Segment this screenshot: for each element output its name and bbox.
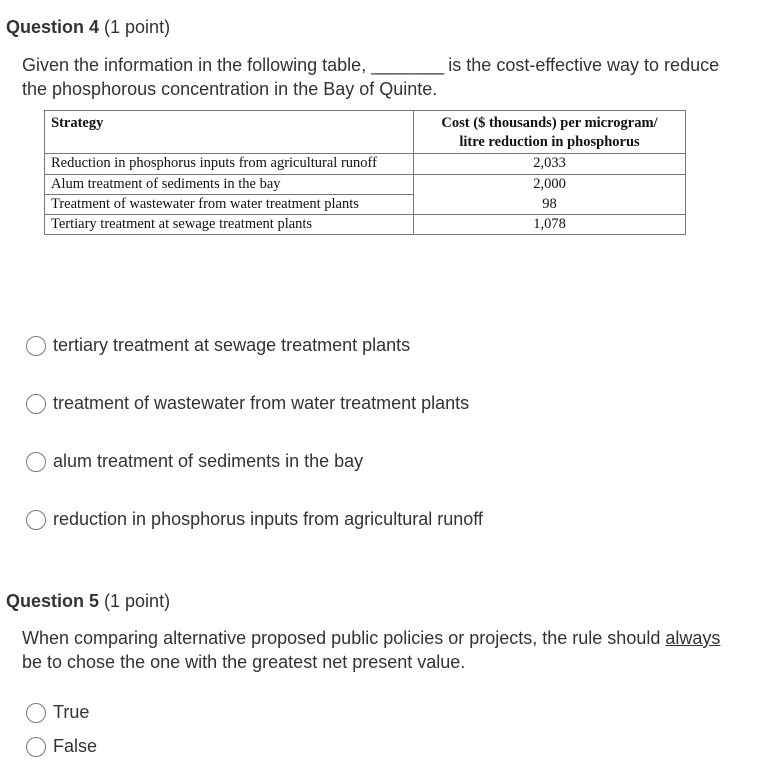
table-row (45, 195, 686, 215)
question-4-prompt (22, 53, 742, 101)
option-label: True (53, 702, 90, 722)
question-4-blank: ________ (371, 55, 444, 75)
question-5-prompt-before: When comparing alternative proposed public policies or projects, the rule should (22, 628, 666, 648)
q4-option-tertiary-treatment[interactable] (26, 335, 410, 356)
question-5-header (6, 591, 170, 612)
strategy-cell: Alum treatment of sediments in the bay (45, 175, 414, 195)
q4-option-agricultural-runoff[interactable] (26, 509, 483, 530)
radio-button[interactable] (26, 703, 46, 723)
cost-header-line-2: litre reduction in phosphorus (459, 134, 640, 150)
question-5-title: Question 5 (6, 591, 100, 611)
table-row (45, 154, 686, 175)
option-label: treatment of wastewater from water treatment plants (53, 393, 470, 413)
question-5-prompt (22, 626, 722, 674)
q4-option-alum-treatment[interactable] (26, 451, 363, 472)
strategy-column-header: Strategy (45, 111, 414, 154)
strategy-cell: Reduction in phosphorus inputs from agricultural runoff (45, 154, 414, 175)
cost-cell: 2,033 (414, 154, 686, 175)
strategy-cell: Treatment of wastewater from water treatment plants (45, 195, 414, 215)
question-4-points: (1 point) (104, 17, 171, 37)
question-4-prompt-after: is the cost-effective way to reduce the phosphorous concentration in the Bay of Quinte. (22, 55, 720, 99)
question-4-title: Question 4 (6, 17, 100, 37)
question-4-header (6, 17, 170, 38)
option-label: reduction in phosphorus inputs from agricultural runoff (53, 509, 483, 529)
table-row (45, 215, 686, 235)
question-5-points: (1 point) (104, 591, 171, 611)
cost-column-header (414, 111, 686, 154)
radio-button[interactable] (26, 336, 46, 356)
radio-button[interactable] (26, 394, 46, 414)
table-header-row (45, 111, 686, 154)
question-4-prompt-before: Given the information in the following table, (22, 55, 372, 75)
q5-option-false[interactable] (26, 736, 97, 757)
strategy-cost-table (44, 110, 686, 235)
option-label: alum treatment of sediments in the bay (53, 451, 364, 471)
cost-cell: 2,000 (414, 175, 686, 195)
radio-button[interactable] (26, 737, 46, 757)
cost-cell: 98 (414, 195, 686, 215)
cost-cell: 1,078 (414, 215, 686, 235)
table-row (45, 175, 686, 195)
cost-header-line-1: Cost ($ thousands) per microgram/ (441, 115, 658, 131)
option-label: False (53, 736, 98, 756)
q4-option-wastewater-treatment[interactable] (26, 393, 469, 414)
radio-button[interactable] (26, 452, 46, 472)
question-5-prompt-after: be to chose the one with the greatest net present value. (22, 652, 466, 672)
radio-button[interactable] (26, 510, 46, 530)
question-5-prompt-underlined: always (665, 628, 721, 648)
option-label: tertiary treatment at sewage treatment plants (53, 335, 411, 355)
q5-option-true[interactable] (26, 702, 89, 723)
strategy-cell: Tertiary treatment at sewage treatment plants (45, 215, 414, 235)
